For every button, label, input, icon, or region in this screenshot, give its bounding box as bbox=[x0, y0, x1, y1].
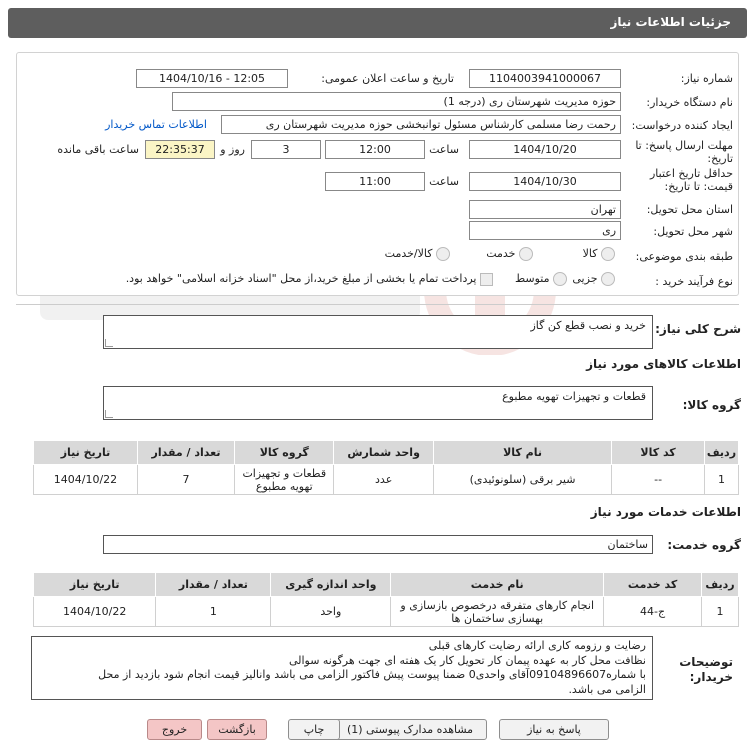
services-section-title: اطلاعات خدمات مورد نیاز bbox=[590, 505, 741, 519]
services-table bbox=[33, 572, 739, 627]
column-header: تعداد / مقدار bbox=[156, 573, 271, 597]
column-header: گروه کالا bbox=[235, 441, 334, 465]
radio-icon[interactable] bbox=[601, 272, 615, 286]
radio-icon[interactable] bbox=[601, 247, 615, 261]
note-line: نظافت محل کار به عهده پیمان کار تحویل کار یک هفته ای جهت هرگونه سوالی bbox=[288, 653, 646, 667]
summary-field: خرید و نصب قطع کن گاز bbox=[103, 315, 653, 349]
goods-group-field: قطعات و تجهیزات تهویه مطبوع bbox=[103, 386, 653, 420]
remaining-days-field: 3 bbox=[251, 140, 321, 159]
service-quantity: 1 bbox=[156, 597, 271, 627]
radio-icon[interactable] bbox=[436, 247, 450, 261]
treasury-payment-option[interactable]: پرداخت تمام یا بخشی از مبلغ خرید،از محل "اسناد خزانه اسلامی" خواهد بود. bbox=[126, 272, 493, 286]
goods-code: -- bbox=[612, 465, 705, 495]
column-header: ردیف bbox=[702, 573, 739, 597]
radio-icon[interactable] bbox=[553, 272, 567, 286]
goods-table bbox=[33, 440, 739, 495]
buyer-contact-link[interactable]: اطلاعات تماس خریدار bbox=[105, 118, 207, 131]
column-header: واحد شمارش bbox=[334, 441, 433, 465]
deadline-time-label: ساعت bbox=[429, 143, 459, 156]
service-need-date: 1404/10/22 bbox=[34, 597, 156, 627]
process-option-medium[interactable]: متوسط bbox=[515, 272, 567, 286]
column-header: کد کالا bbox=[612, 441, 705, 465]
column-header: واحد اندازه گیری bbox=[271, 573, 391, 597]
province-label: استان محل تحویل: bbox=[646, 203, 733, 216]
validity-time-field: 11:00 bbox=[325, 172, 425, 191]
deadline-label: مهلت ارسال پاسخ: تا bbox=[635, 139, 733, 152]
row-number: 1 bbox=[704, 465, 738, 495]
remaining-time-field: 22:35:37 bbox=[145, 140, 215, 159]
section-divider bbox=[16, 304, 739, 305]
need-number-label: شماره نیاز: bbox=[680, 72, 733, 85]
goods-group: قطعات و تجهیزات تهویه مطبوع bbox=[235, 465, 334, 495]
announce-date-field: 1404/10/16 - 12:05 bbox=[136, 69, 288, 88]
request-creator-field: رحمت رضا مسلمی کارشناس مسئول توانبخشی حوزه مدیریت شهرستان ری bbox=[221, 115, 621, 134]
table-row bbox=[34, 465, 739, 495]
column-header: تاریخ نیاز bbox=[34, 441, 138, 465]
goods-section-title: اطلاعات کالاهای مورد نیاز bbox=[586, 357, 741, 371]
table-header-row bbox=[34, 441, 739, 465]
announce-date-label: تاریخ و ساعت اعلان عمومی: bbox=[321, 72, 454, 85]
deadline-label-date: تاریخ: bbox=[707, 152, 733, 165]
service-code: ج-44 bbox=[604, 597, 702, 627]
deadline-date-field: 1404/10/20 bbox=[469, 140, 621, 159]
need-number-field: 1104003941000067 bbox=[469, 69, 621, 88]
service-name: انجام کارهای متفرقه درخصوص بازسازی و بهسازی ساختمان ها bbox=[391, 597, 604, 627]
service-group-label: گروه خدمت: bbox=[667, 538, 741, 552]
city-label: شهر محل تحویل: bbox=[653, 225, 733, 238]
column-header: تاریخ نیاز bbox=[34, 573, 156, 597]
note-line: رضایت و رزومه کاری ارائه رضایت کارهای قبلی bbox=[428, 639, 646, 652]
process-option-minor[interactable]: جزیی bbox=[572, 272, 615, 286]
column-header: نام خدمت bbox=[391, 573, 604, 597]
goods-group-label: گروه کالا: bbox=[682, 398, 741, 412]
table-row bbox=[34, 597, 739, 627]
validity-date-field: 1404/10/30 bbox=[469, 172, 621, 191]
goods-name: شیر برقی (سلونوئیدی) bbox=[433, 465, 611, 495]
goods-need-date: 1404/10/22 bbox=[34, 465, 138, 495]
buyer-org-label: نام دستگاه خریدار: bbox=[646, 96, 733, 109]
resize-handle-icon[interactable] bbox=[105, 410, 113, 418]
row-number: 1 bbox=[702, 597, 739, 627]
deadline-time-field: 12:00 bbox=[325, 140, 425, 159]
category-label: طبقه بندی موضوعی: bbox=[635, 250, 733, 263]
column-header: نام کالا bbox=[433, 441, 611, 465]
service-unit: واحد bbox=[271, 597, 391, 627]
days-word: روز و bbox=[220, 143, 245, 156]
print-button[interactable]: چاپ bbox=[288, 719, 340, 740]
column-header: کد خدمت bbox=[604, 573, 702, 597]
buyer-org-field: حوزه مدیریت شهرستان ری (درجه 1) bbox=[172, 92, 621, 111]
buyer-notes-label: توضیحات bbox=[679, 655, 733, 669]
back-button[interactable]: بازگشت bbox=[207, 719, 267, 740]
validity-label: حداقل تاریخ اعتبار bbox=[649, 167, 733, 180]
buyer-notes-field bbox=[31, 636, 653, 700]
request-creator-label: ایجاد کننده درخواست: bbox=[631, 119, 733, 132]
exit-button[interactable]: خروج bbox=[147, 719, 202, 740]
radio-icon[interactable] bbox=[519, 247, 533, 261]
attachments-button[interactable]: مشاهده مدارک پیوستی (1) bbox=[333, 719, 487, 740]
table-header-row bbox=[34, 573, 739, 597]
buyer-notes-label-2: خریدار: bbox=[689, 670, 733, 684]
validity-label-date: قیمت: تا تاریخ: bbox=[664, 180, 733, 193]
category-option-service[interactable]: خدمت bbox=[486, 247, 533, 261]
page-header bbox=[8, 8, 747, 38]
goods-unit: عدد bbox=[334, 465, 433, 495]
column-header: ردیف bbox=[704, 441, 738, 465]
page-title: جزئیات اطلاعات نیاز bbox=[610, 15, 731, 29]
goods-quantity: 7 bbox=[137, 465, 234, 495]
summary-label: شرح کلی نیاز: bbox=[655, 322, 741, 336]
service-group-field: ساختمان bbox=[103, 535, 653, 554]
province-field: تهران bbox=[469, 200, 621, 219]
reply-button[interactable]: پاسخ به نیاز bbox=[499, 719, 609, 740]
column-header: تعداد / مقدار bbox=[137, 441, 234, 465]
validity-time-label: ساعت bbox=[429, 175, 459, 188]
note-line: با شماره09104896607آقای واحدی0 ضمنا پیوست پیش فاکتور الزامی می باشد وانالیز قیمت انجام شود بازدید از محل bbox=[98, 668, 646, 681]
process-type-label: نوع فرآیند خرید : bbox=[655, 275, 733, 288]
category-option-goods-service[interactable]: کالا/خدمت bbox=[385, 247, 450, 261]
checkbox-icon[interactable] bbox=[480, 273, 493, 286]
remaining-time-label: ساعت باقی مانده bbox=[57, 143, 139, 156]
category-option-goods[interactable]: کالا bbox=[583, 247, 615, 261]
city-field: ری bbox=[469, 221, 621, 240]
note-line: الزامی می باشد. bbox=[568, 682, 646, 696]
resize-handle-icon[interactable] bbox=[105, 339, 113, 347]
